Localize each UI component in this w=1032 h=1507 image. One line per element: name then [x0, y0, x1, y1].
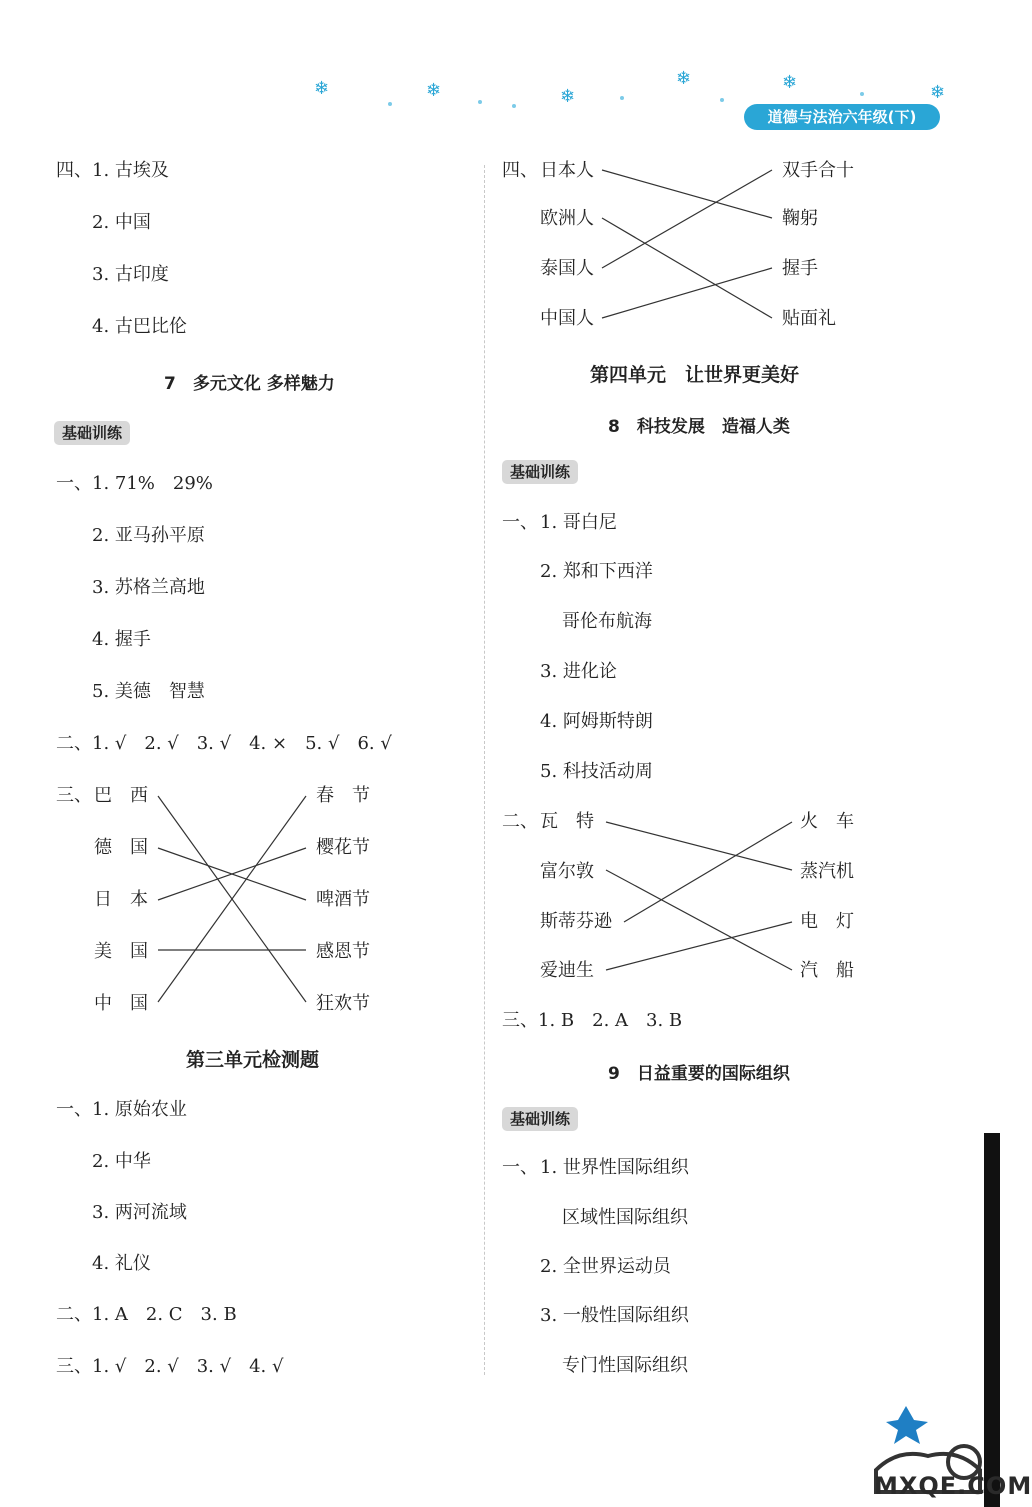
book-title-badge: 道德与法治六年级(下)	[744, 104, 940, 130]
answer-item: 2. 中华	[92, 1151, 151, 1172]
answer-item: 专门性国际组织	[562, 1355, 688, 1376]
answer-item: 1. 古埃及	[92, 160, 169, 181]
answer-item: 1. 哥白尼	[540, 512, 617, 533]
section-label: 三、	[56, 785, 92, 806]
lesson-title: 8 科技发展 造福人类	[608, 417, 790, 437]
match-left-item: 日本人	[540, 160, 594, 181]
answer-item: 1. 原始农业	[92, 1099, 187, 1120]
snowflake-icon: ❄	[560, 86, 576, 107]
match-line	[606, 922, 792, 970]
match-right-item: 汽 船	[800, 960, 854, 981]
match-left-item: 富尔敦	[540, 861, 594, 882]
answer-line: 二、1. A 2. C 3. B	[56, 1304, 237, 1325]
lesson-title: 9 日益重要的国际组织	[608, 1064, 790, 1084]
match-left-item: 中 国	[94, 993, 148, 1014]
answer-item: 2. 郑和下西洋	[540, 561, 653, 582]
match-right-item: 感恩节	[316, 941, 370, 962]
section-label: 四、	[56, 160, 92, 181]
section-label: 一、	[502, 512, 538, 533]
answer-item: 1. 71% 29%	[92, 473, 213, 494]
match-line	[602, 170, 772, 268]
match-left-item: 德 国	[94, 837, 148, 858]
match-left-item: 瓦 特	[540, 811, 594, 832]
snowflake-icon: ❄	[426, 80, 442, 101]
answer-item: 5. 美德 智慧	[92, 681, 205, 702]
match-right-item: 鞠躬	[782, 208, 818, 229]
lesson-title: 7 多元文化 多样魅力	[164, 374, 335, 394]
match-left-item: 巴 西	[94, 785, 148, 806]
section-label: 一、	[502, 1157, 538, 1178]
match-line	[606, 870, 792, 970]
section-label: 一、	[56, 473, 92, 494]
answer-item: 4. 古巴比伦	[92, 316, 187, 337]
match-right-item: 蒸汽机	[800, 861, 854, 882]
snowflake-icon: ❄	[782, 72, 798, 93]
unit-test-title: 第三单元检测题	[186, 1049, 320, 1071]
answer-item: 哥伦布航海	[562, 611, 652, 632]
match-right-item: 春 节	[316, 785, 370, 806]
match-right-item: 电 灯	[800, 911, 854, 932]
match-right-item: 樱花节	[316, 837, 370, 858]
section-label: 二、	[502, 811, 538, 832]
answer-item: 4. 礼仪	[92, 1253, 151, 1274]
answer-line: 三、1. √ 2. √ 3. √ 4. √	[56, 1356, 284, 1377]
match-left-item: 日 本	[94, 889, 148, 910]
section-label: 四、	[502, 160, 538, 181]
answer-item: 3. 两河流域	[92, 1202, 187, 1223]
snowflake-icon: ❄	[314, 78, 330, 99]
match-right-item: 狂欢节	[316, 993, 370, 1014]
match-right-item: 贴面礼	[782, 308, 836, 329]
match-left-item: 美 国	[94, 941, 148, 962]
section-badge: 基础训练	[502, 460, 578, 484]
answer-line: 三、1. B 2. A 3. B	[502, 1010, 683, 1031]
match-left-item: 斯蒂芬逊	[540, 911, 612, 932]
match-left-item: 爱迪生	[540, 960, 594, 981]
answer-item: 3. 苏格兰高地	[92, 577, 205, 598]
match-left-item: 泰国人	[540, 258, 594, 279]
answer-item: 3. 一般性国际组织	[540, 1305, 689, 1326]
answer-item: 1. 世界性国际组织	[540, 1157, 689, 1178]
answer-item: 4. 握手	[92, 629, 151, 650]
answer-item: 4. 阿姆斯特朗	[540, 711, 653, 732]
match-right-item: 双手合十	[782, 160, 854, 181]
match-left-item: 欧洲人	[540, 208, 594, 229]
match-right-item: 握手	[782, 258, 818, 279]
answer-line: 二、1. √ 2. √ 3. √ 4. × 5. √ 6. √	[56, 733, 392, 754]
match-right-item: 火 车	[800, 811, 854, 832]
match-line	[624, 822, 792, 922]
answer-item: 区域性国际组织	[562, 1207, 688, 1228]
match-right-item: 啤酒节	[316, 889, 370, 910]
snowflake-icon: ❄	[676, 68, 692, 89]
answer-item: 5. 科技活动周	[540, 761, 653, 782]
snowflake-icon: ❄	[930, 82, 946, 103]
section-badge: 基础训练	[502, 1107, 578, 1131]
match-left-item: 中国人	[540, 308, 594, 329]
match-line	[602, 170, 772, 218]
answer-item: 3. 进化论	[540, 661, 617, 682]
watermark-text: MXQE.COM	[874, 1472, 1032, 1500]
match-line	[602, 268, 772, 318]
section-label: 一、	[56, 1099, 92, 1120]
match-line	[602, 218, 772, 318]
answer-item: 2. 中国	[92, 212, 151, 233]
answer-item: 2. 全世界运动员	[540, 1256, 671, 1277]
unit-title: 第四单元 让世界更美好	[590, 364, 800, 386]
answer-item: 3. 古印度	[92, 264, 169, 285]
answer-item: 2. 亚马孙平原	[92, 525, 205, 546]
section-badge: 基础训练	[54, 421, 130, 445]
match-line	[606, 822, 792, 870]
